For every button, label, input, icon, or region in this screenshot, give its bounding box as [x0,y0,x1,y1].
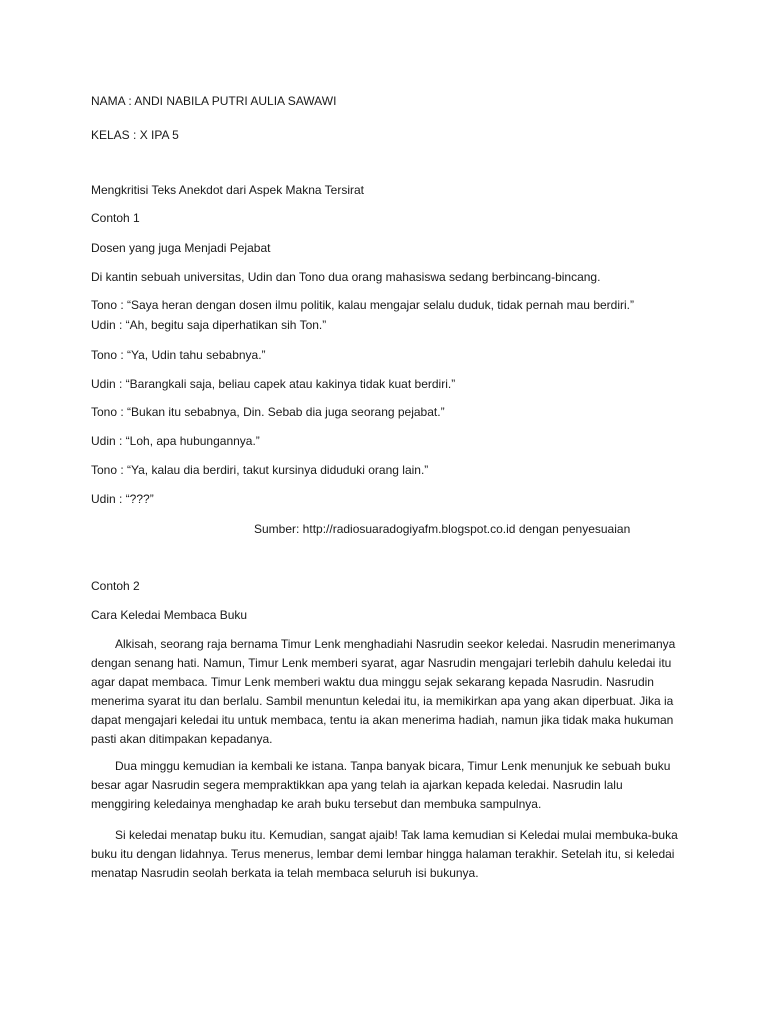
dialog-line: Tono : “Ya, kalau dia berdiri, takut kursinya diduduki orang lain.” [91,463,429,477]
example-2-label: Contoh 2 [91,579,140,593]
example-1-label: Contoh 1 [91,211,140,225]
example-1-heading: Dosen yang juga Menjadi Pejabat [91,241,271,255]
dialog-line: Udin : “Loh, apa hubungannya.” [91,434,260,448]
dialog-line: Tono : “Saya heran dengan dosen ilmu politik, kalau mengajar selalu duduk, tidak pernah mau berdiri.” [91,298,634,312]
document-title: Mengkritisi Teks Anekdot dari Aspek Makna Tersirat [91,183,365,197]
story-paragraph-2: Dua minggu kemudian ia kembali ke istana. Tanpa banyak bicara, Timur Lenk menunjuk ke sebuah buku besar agar Nasrudin segera mempraktikkan apa yang telah ia ajarkan kepada keledai. Nasrudin lalu menggiring keledainya menghadap ke arah buku tersebut dan membuka sampulnya. [91,759,671,811]
dialog-line: Tono : “Ya, Udin tahu sebabnya.” [91,348,266,362]
student-class: KELAS : X IPA 5 [91,128,179,142]
example-1-intro: Di kantin sebuah universitas, Udin dan Tono dua orang mahasiswa sedang berbincang-bincang. [91,270,601,284]
dialog-line: Udin : “Ah, begitu saja diperhatikan sih Ton.” [91,318,327,332]
story-paragraph [91,757,679,814]
student-name: NAMA : ANDI NABILA PUTRI AULIA SAWAWI [91,94,337,108]
story-paragraph [91,635,679,749]
example-2-heading: Cara Keledai Membaca Buku [91,608,248,622]
dialog-line: Tono : “Bukan itu sebabnya, Din. Sebab dia juga seorang pejabat.” [91,405,445,419]
story-paragraph-3: Si keledai menatap buku itu. Kemudian, sangat ajaib! Tak lama kemudian si Keledai mulai membuka-buka buku itu dengan lidahnya. Terus menerus, lembar demi lembar hingga halaman terakhir. Setelah itu, si keledai menatap Nasrudin seolah berkata ia telah membaca seluruh isi bukunya. [91,828,678,880]
source-citation: Sumber: http://radiosuaradogiyafm.blogspot.co.id dengan penyesuaian [254,522,631,536]
dialog-line: Udin : “Barangkali saja, beliau capek atau kakinya tidak kuat berdiri.” [91,377,456,391]
story-paragraph [91,826,679,883]
story-paragraph-1: Alkisah, seorang raja bernama Timur Lenk menghadiahi Nasrudin seekor keledai. Nasrudin menerimanya dengan senang hati. Namun, Timur Lenk memberi syarat, agar Nasrudin mengajari terlebih dahulu keledai itu agar dapat membaca. Timur Lenk memberi waktu dua minggu sejak sekarang kepada Nasrudin. Nasrudin menerima syarat itu dan berlalu. Sambil menuntun keledai itu, ia memikirkan apa yang akan diperbuat. Jika ia dapat mengajari keledai itu untuk membaca, tentu ia akan menerima hadiah, namun jika tidak maka hukuman pasti akan ditimpakan kepadanya. [91,637,676,746]
dialog-line: Udin : “???” [91,492,154,506]
